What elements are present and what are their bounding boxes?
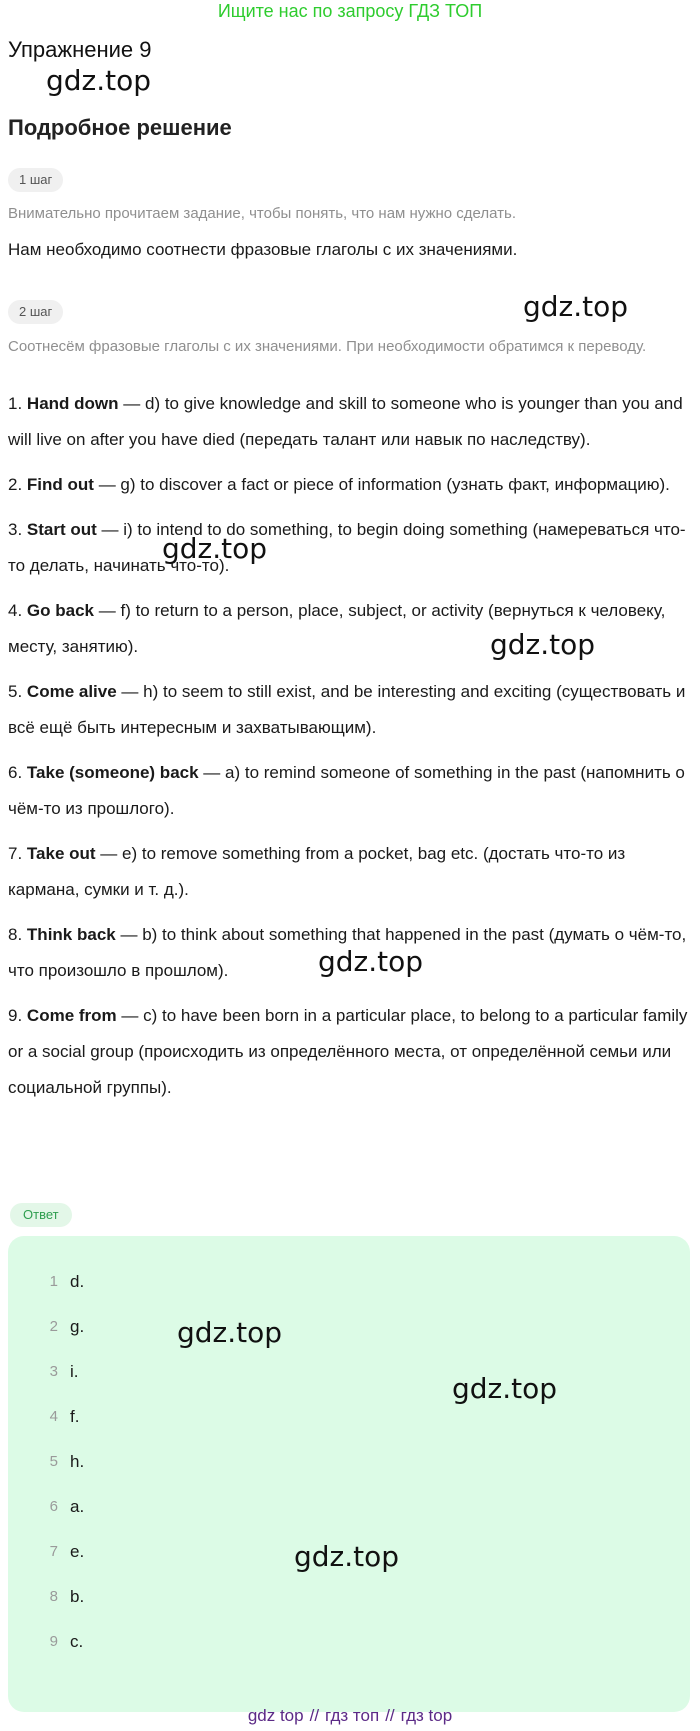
search-banner: Ищите нас по запросу ГДЗ ТОП xyxy=(217,1,483,21)
watermark: gdz.top xyxy=(523,290,629,323)
watermark: gdz.top xyxy=(318,945,424,978)
phrasal-verb: Find out xyxy=(26,475,94,494)
item-definition: — d) to give knowledge and skill to someone who is younger than you and will live on after you have died (передать талант или навык по наследству). xyxy=(8,394,683,449)
step-1-hint: Внимательно прочитаем задание, чтобы понять, что нам нужно сделать. xyxy=(8,205,517,222)
answer-row xyxy=(8,1452,690,1497)
answer-value: f. xyxy=(70,1407,80,1426)
answer-box xyxy=(8,1236,690,1712)
answer-value: h. xyxy=(70,1452,85,1471)
phrasal-verb: Hand down xyxy=(26,394,119,413)
answer-value: g. xyxy=(70,1317,85,1336)
item-definition: — c) to have been born in a particular place, to belong to a particular family or a social group (происходить из определённого места, от определённой семьи или социальной группы). xyxy=(8,1006,688,1097)
phrasal-verb: Take (someone) back xyxy=(26,763,199,782)
item-definition: — i) to intend to do something, to begin doing something (намереваться что-то делать, начинать что-то). xyxy=(8,520,686,575)
footer-separator: // xyxy=(385,1706,395,1725)
item-number: 1. xyxy=(8,394,23,413)
list-item xyxy=(8,998,688,1106)
answer-row xyxy=(8,1362,690,1407)
answer-number: 8 xyxy=(49,1588,58,1605)
phrasal-verb: Take out xyxy=(26,844,96,863)
phrasal-verb: Think back xyxy=(26,925,116,944)
phrasal-verb: Start out xyxy=(26,520,97,539)
watermark: gdz.top xyxy=(294,1540,400,1573)
item-definition: — h) to seem to still exist, and be interesting and exciting (существовать и всё ещё быть интересным и захватывающим). xyxy=(8,682,686,737)
item-definition: — e) to remove something from a pocket, bag etc. (достать что-то из кармана, сумки и т. д.). xyxy=(8,844,626,899)
answer-list xyxy=(8,1236,690,1677)
list-item xyxy=(8,674,688,746)
page-title: Упражнение 9 xyxy=(8,37,152,62)
answer-number: 4 xyxy=(49,1408,58,1425)
item-number: 5. xyxy=(8,682,23,701)
step-2-label: 2 шаг xyxy=(8,300,63,324)
watermark: gdz.top xyxy=(177,1316,283,1349)
item-number: 9. xyxy=(8,1006,23,1025)
footer-links xyxy=(0,1705,700,1727)
answer-value: i. xyxy=(70,1362,79,1381)
footer-link-gdz-top[interactable]: gdz top xyxy=(247,1706,304,1725)
list-item xyxy=(8,755,688,827)
step-2-pill xyxy=(8,300,63,324)
list-item xyxy=(8,467,688,503)
answer-number: 9 xyxy=(49,1633,58,1650)
item-number: 3. xyxy=(8,520,23,539)
answer-value: d. xyxy=(70,1272,85,1291)
answer-value: a. xyxy=(70,1497,85,1516)
answer-row xyxy=(8,1317,690,1362)
answer-number: 7 xyxy=(49,1543,58,1560)
answer-number: 1 xyxy=(49,1273,58,1290)
item-definition: — b) to think about something that happened in the past (думать о чём-то, что произошло в прошлом). xyxy=(8,925,687,980)
step-1-label: 1 шаг xyxy=(8,168,63,192)
answer-label: Ответ xyxy=(10,1203,72,1227)
answer-row xyxy=(8,1497,690,1542)
item-definition: — g) to discover a fact or piece of information (узнать факт, информацию). xyxy=(98,475,670,494)
watermark: gdz.top xyxy=(490,628,596,661)
item-number: 7. xyxy=(8,844,23,863)
item-number: 6. xyxy=(8,763,23,782)
answer-number: 5 xyxy=(49,1453,58,1470)
answer-number: 3 xyxy=(49,1363,58,1380)
footer-separator: // xyxy=(309,1706,320,1725)
step-1-pill xyxy=(8,168,63,192)
phrasal-verb: Go back xyxy=(26,601,95,620)
footer-link-gdz-top-mixed[interactable]: гдз top xyxy=(400,1706,453,1725)
answer-row xyxy=(8,1407,690,1452)
answer-row xyxy=(8,1587,690,1632)
answer-row xyxy=(8,1632,690,1677)
step-2-hint: Соотнесём фразовые глаголы с их значениями. При необходимости обратимся к переводу. xyxy=(8,338,647,355)
item-definition: — f) to return to a person, place, subject, or activity (вернуться к человеку, месту, занятию). xyxy=(8,601,666,656)
item-number: 2. xyxy=(8,475,23,494)
answer-value: b. xyxy=(70,1587,85,1606)
phrasal-verbs-list xyxy=(8,386,688,1115)
watermark: gdz.top xyxy=(162,532,268,565)
answer-row xyxy=(8,1272,690,1317)
item-number: 4. xyxy=(8,601,23,620)
phrasal-verb: Come alive xyxy=(26,682,117,701)
footer-link-gdz-top-ru[interactable]: гдз топ xyxy=(325,1706,380,1725)
watermark: gdz.top xyxy=(46,64,152,97)
watermark: gdz.top xyxy=(452,1372,558,1405)
item-definition: — a) to remind someone of something in the past (напомнить о чём-то из прошлого). xyxy=(8,763,685,818)
answer-value: e. xyxy=(70,1542,85,1561)
list-item xyxy=(8,836,688,908)
phrasal-verb: Come from xyxy=(26,1006,117,1025)
list-item xyxy=(8,512,688,584)
solution-heading: Подробное решение xyxy=(8,115,232,140)
item-number: 8. xyxy=(8,925,23,944)
answer-value: c. xyxy=(70,1632,84,1651)
answer-number: 6 xyxy=(49,1498,58,1515)
step-1-text: Нам необходимо соотнести фразовые глаголы с их значениями. xyxy=(8,240,518,259)
list-item xyxy=(8,386,688,458)
answer-number: 2 xyxy=(49,1318,58,1335)
